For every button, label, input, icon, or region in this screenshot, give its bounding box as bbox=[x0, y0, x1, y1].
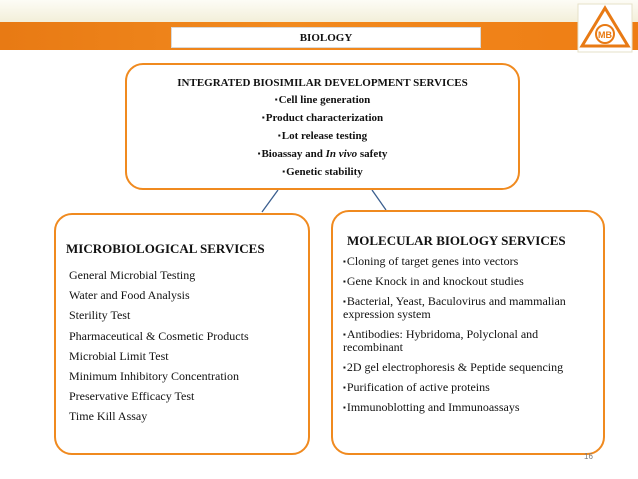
list-item: Minimum Inhibitory Concentration bbox=[69, 369, 239, 384]
list-item: ▪Purification of active proteins bbox=[343, 380, 490, 394]
list-item: Time Kill Assay bbox=[69, 409, 148, 424]
logo-text: MB bbox=[598, 30, 612, 40]
integrated-item: ▪Product characterization bbox=[261, 112, 384, 124]
integrated-item: ▪Genetic stability bbox=[282, 166, 363, 178]
page-number: 16 bbox=[584, 452, 593, 461]
list-item: ▪Gene Knock in and knockout studies bbox=[343, 274, 524, 288]
list-item: ▪Bacterial, Yeast, Baculovirus and mammalian expression system bbox=[343, 294, 566, 321]
slide-title: BIOLOGY bbox=[171, 27, 481, 48]
integrated-services-heading: INTEGRATED BIOSIMILAR DEVELOPMENT SERVICES bbox=[177, 77, 468, 89]
microbiological-services-box bbox=[54, 213, 310, 455]
list-item: ▪Cloning of target genes into vectors bbox=[343, 254, 519, 268]
molecular-biology-services-box bbox=[331, 210, 605, 455]
company-logo-icon bbox=[576, 2, 634, 54]
integrated-services-box bbox=[125, 63, 520, 190]
list-item: ▪Immunoblotting and Immunoassays bbox=[343, 400, 520, 414]
list-item: Microbial Limit Test bbox=[69, 348, 169, 363]
list-item: Water and Food Analysis bbox=[69, 288, 190, 303]
list-item: Sterility Test bbox=[69, 308, 131, 323]
list-item: General Microbial Testing bbox=[69, 268, 196, 282]
integrated-item: ▪Bioassay and In vivo safety bbox=[257, 148, 388, 160]
list-item: Preservative Efficacy Test bbox=[69, 389, 195, 404]
integrated-item: ▪Cell line generation bbox=[274, 94, 371, 106]
microbiological-services-heading: MICROBIOLOGICAL SERVICES bbox=[66, 241, 265, 256]
molecular-biology-services-heading: MOLECULAR BIOLOGY SERVICES bbox=[347, 233, 566, 248]
top-strip bbox=[0, 0, 638, 22]
list-item: ▪2D gel electrophoresis & Peptide sequencing bbox=[343, 360, 564, 374]
list-item: Pharmaceutical & Cosmetic Products bbox=[69, 328, 249, 343]
list-item: ▪Antibodies: Hybridoma, Polyclonal and recombinant bbox=[343, 327, 539, 354]
integrated-item: ▪Lot release testing bbox=[277, 130, 368, 142]
